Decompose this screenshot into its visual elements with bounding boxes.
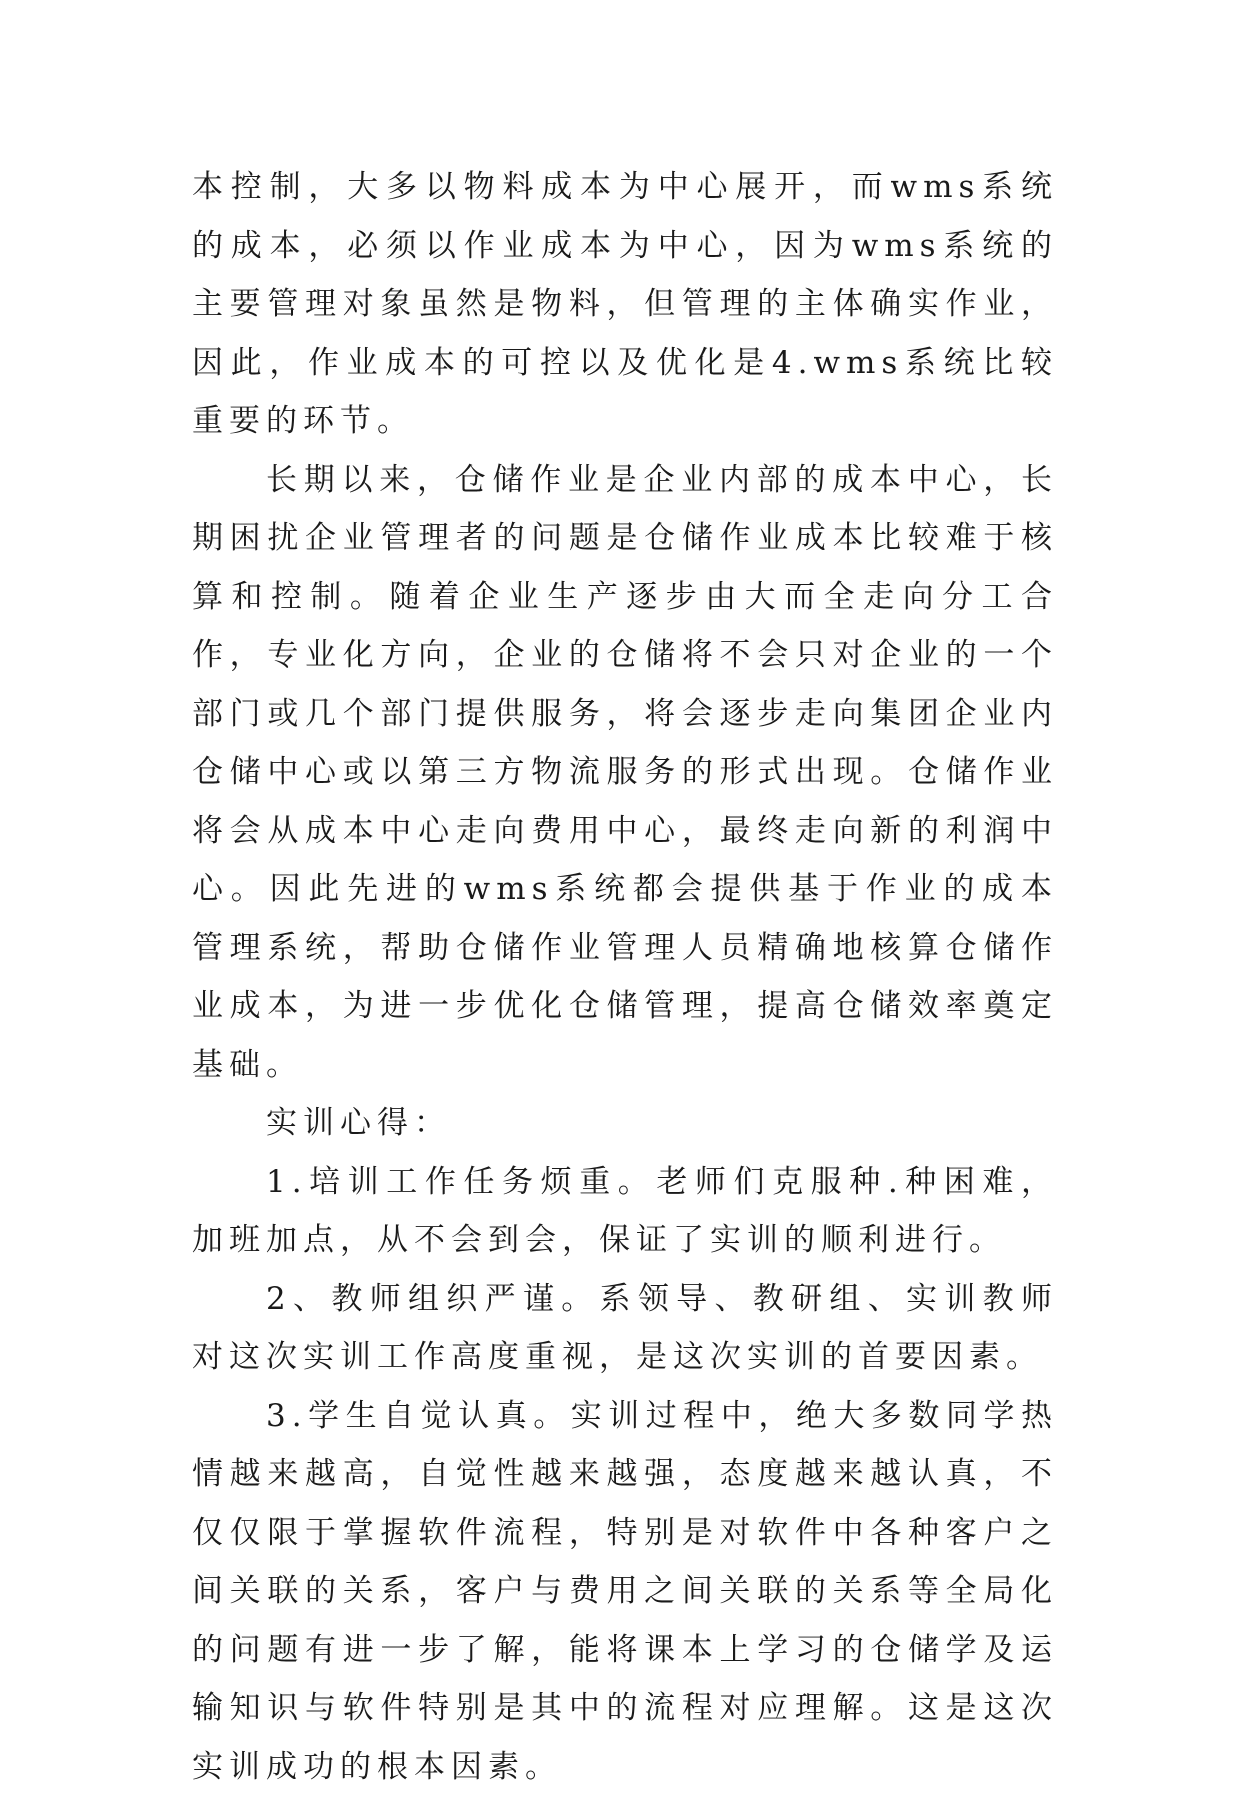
paragraph-point-1: 1.培训工作任务烦重。老师们克服种.种困难，加班加点，从不会到会，保证了实训的顺利进行。 bbox=[192, 1153, 1058, 1270]
paragraph-training-heading: 实训心得： bbox=[192, 1094, 1058, 1153]
paragraph-point-3: 3.学生自觉认真。实训过程中，绝大多数同学热情越来越高，自觉性越来越强，态度越来越认真，不仅仅限于掌握软件流程，特别是对软件中各种客户之间关联的关系，客户与费用之间关联的关系等全局化的问题有进一步了解，能将课本上学习的仓储学及运输知识与软件特别是其中的流程对应理解。这是这次实训成功的根本因素。 bbox=[192, 1387, 1058, 1796]
paragraph-cost-control: 本控制，大多以物料成本为中心展开，而wms系统的成本，必须以作业成本为中心，因为wms系统的主要管理对象虽然是物料，但管理的主体确实作业，因此，作业成本的可控以及优化是4.wms系统比较重要的环节。 bbox=[192, 158, 1058, 451]
document-body bbox=[192, 158, 1058, 1796]
paragraph-point-2: 2、教师组织严谨。系领导、教研组、实训教师对这次实训工作高度重视，是这次实训的首要因素。 bbox=[192, 1270, 1058, 1387]
paragraph-warehouse-cost-center: 长期以来，仓储作业是企业内部的成本中心，长期困扰企业管理者的问题是仓储作业成本比较难于核算和控制。随着企业生产逐步由大而全走向分工合作，专业化方向，企业的仓储将不会只对企业的一个部门或几个部门提供服务，将会逐步走向集团企业内仓储中心或以第三方物流服务的形式出现。仓储作业将会从成本中心走向费用中心，最终走向新的利润中心。因此先进的wms系统都会提供基于作业的成本管理系统，帮助仓储作业管理人员精确地核算仓储作业成本，为进一步优化仓储管理，提高仓储效率奠定基础。 bbox=[192, 451, 1058, 1095]
